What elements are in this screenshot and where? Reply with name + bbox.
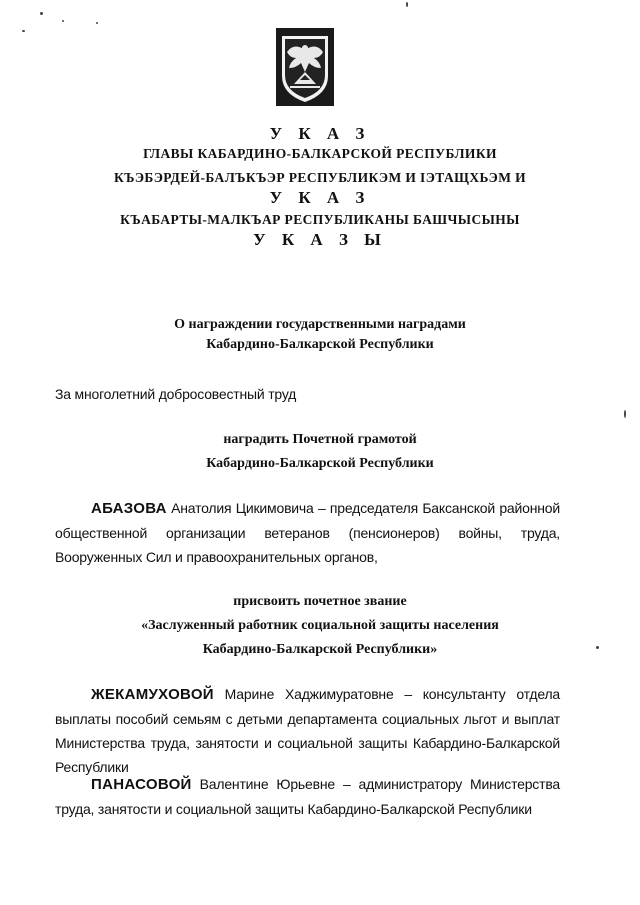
awardee-details: Валентине Юрьевне – администратору Министерства труда, занятости и социальной защиты Кабардино-Балкарской Республики	[55, 776, 560, 817]
document-title	[60, 315, 580, 355]
section-line: «Заслуженный работник социальной защиты населения	[141, 618, 499, 633]
awardee-name: ПАНАСОВОЙ	[91, 776, 192, 793]
kabardian-heading-line: КЪЭБЭРДЕЙ-БАЛЪКЪЭР РЕСПУБЛИКЭМ И ІЭТАЩХЬЭМ И	[113, 170, 527, 185]
decree-heading-3: У К А З Ы	[253, 230, 387, 249]
scan-speck	[624, 410, 626, 418]
head-of-republic-line: ГЛАВЫ КАБАРДИНО-БАЛКАРСКОЙ РЕСПУБЛИКИ	[143, 146, 497, 161]
scan-speck	[96, 22, 98, 24]
title-line: Кабардино-Балкарской Республики	[206, 337, 434, 352]
scan-speck	[596, 646, 599, 649]
decree-heading-1: У К А З	[269, 124, 371, 143]
section-line: наградить Почетной грамотой	[223, 432, 417, 447]
scan-speck	[406, 2, 408, 7]
awardee-name: ЖЕКАМУХОВОЙ	[91, 686, 214, 703]
award-paragraph-abazov	[55, 496, 560, 569]
section-line: Кабардино-Балкарской Республики»	[202, 642, 438, 657]
award-paragraph-zhekamukhova	[55, 682, 560, 779]
section-honorary-diploma	[60, 428, 580, 476]
section-line: Кабардино-Балкарской Республики	[206, 456, 434, 471]
coat-of-arms-icon	[276, 28, 334, 106]
scan-speck	[40, 12, 43, 15]
balkar-heading-line: КЪАБАРТЫ-МАЛКЪАР РЕСПУБЛИКАНЫ БАШЧЫСЫНЫ	[120, 212, 520, 227]
title-line: О награждении государственными наградами	[174, 317, 466, 332]
awardee-details: Анатолия Цикимовича – председателя Баксанской районной общественной организации ветеранов (пенсионеров) войны, труда, Вооруженных Сил и правоохранительных органов,	[55, 500, 560, 565]
award-paragraph-panasova	[55, 772, 560, 821]
decree-heading-2: У К А З	[269, 188, 371, 207]
intro-text: За многолетний добросовестный труд	[55, 386, 297, 402]
awardee-details: Марине Хаджимуратовне – консультанту отдела выплаты пособий семьям с детьми департамента социальных льгот и выплат Министерства труда, занятости и социальной защиты Кабардино-Балкарской Республики	[55, 686, 560, 775]
section-honorary-title	[60, 590, 580, 662]
scan-speck	[62, 20, 64, 22]
scan-speck	[22, 30, 25, 32]
awardee-name: АБАЗОВА	[91, 500, 167, 517]
section-line: присвоить почетное звание	[233, 594, 407, 609]
